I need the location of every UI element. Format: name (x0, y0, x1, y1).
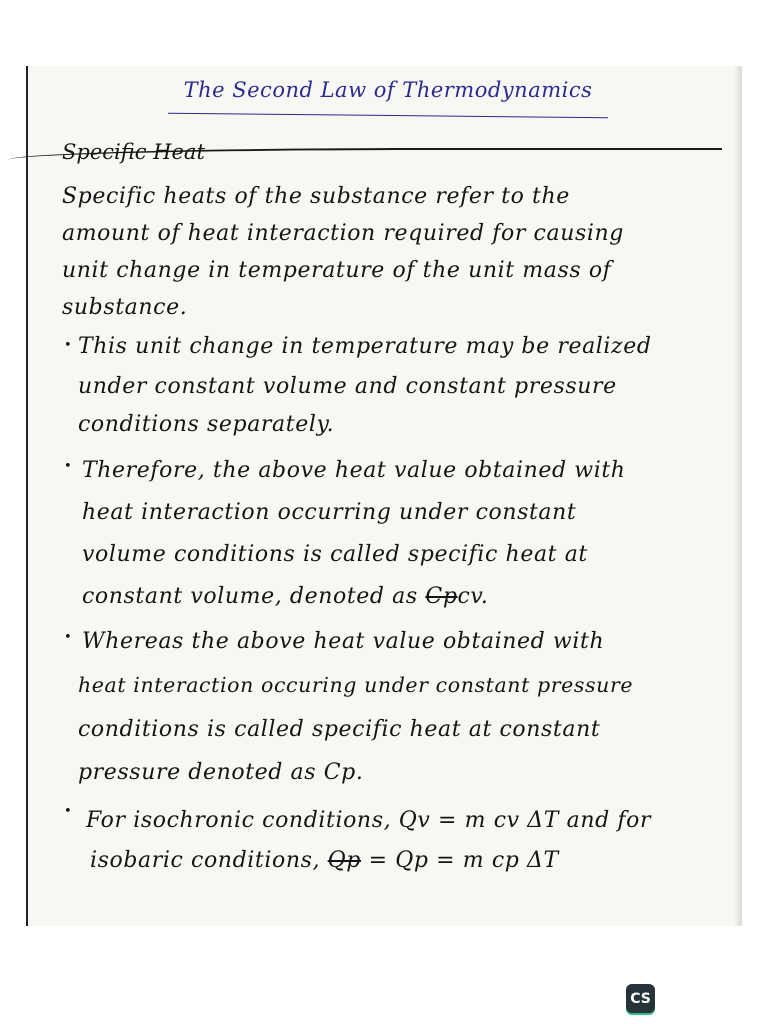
bullet4-line2-rest: = Qp = m cp ΔT (361, 848, 559, 873)
bullet-marker: • (64, 338, 72, 353)
camscanner-logo: CS (626, 984, 655, 1013)
page-title: The Second Law of Thermodynamics (183, 78, 593, 102)
struck-symbol: Qp (327, 848, 361, 873)
bullet2-line: heat interaction occurring under constant (82, 500, 577, 525)
bullet-marker: • (64, 630, 72, 645)
definition-line: Specific heats of the substance refer to the (62, 184, 570, 209)
struck-symbol: Cp (425, 584, 458, 609)
cv-symbol: cv. (457, 584, 489, 609)
bullet3-line: pressure denoted as Cp. (78, 760, 364, 785)
bullet2-line: Therefore, the above heat value obtained with (82, 458, 626, 483)
bullet4-line: For isochronic conditions, Qv = m cv ΔT and for (86, 808, 652, 833)
bullet3-line: heat interaction occuring under constant pressure (78, 673, 634, 697)
title-underline (168, 113, 608, 119)
bullet1-line: This unit change in temperature may be realized (78, 334, 652, 359)
bullet3-line: Whereas the above heat value obtained with (82, 629, 605, 654)
bullet3-line: conditions is called specific heat at constant (78, 717, 601, 742)
bullet-marker: • (64, 459, 72, 474)
bullet4-line (90, 848, 559, 873)
bullet2-line: volume conditions is called specific heat at (82, 542, 588, 567)
bullet1-line: under constant volume and constant pressure (78, 374, 617, 399)
section-heading: Specific Heat (62, 140, 205, 164)
bullet1-line: conditions separately. (78, 412, 335, 437)
definition-line: substance. (62, 295, 188, 320)
notebook-page (26, 66, 742, 926)
bullet-marker: • (64, 804, 72, 819)
bullet4-line2-text: isobaric conditions, (90, 848, 328, 873)
definition-line: amount of heat interaction required for causing (62, 221, 624, 246)
bullet2-line-last (82, 584, 488, 609)
definition-line: unit change in temperature of the unit mass of (62, 258, 612, 283)
bullet2-last-text: constant volume, denoted as (82, 584, 426, 609)
